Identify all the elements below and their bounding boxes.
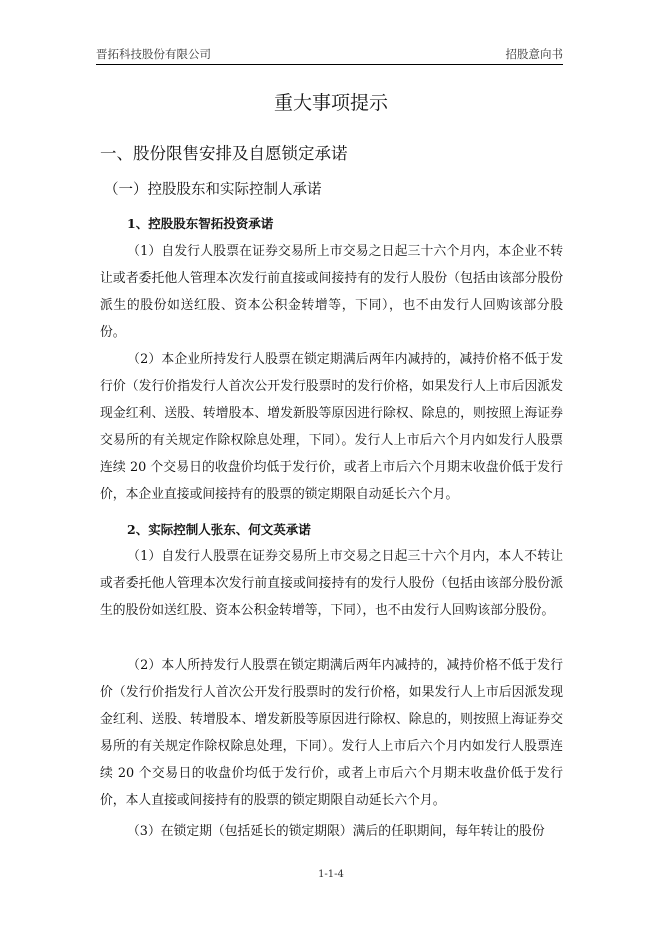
paragraph: （1）自发行人股票在证券交易所上市交易之日起三十六个月内，本人不转让或者委托他人管理本次发行前直接或间接持有的发行人股份（包括由该部分股份派生的股份如送红股、资本公积金转增等，下同），也不由发行人回购该部分股份。 [100,549,563,618]
paragraph: （2）本人所持发行人股票在锁定期满后两年内减持的，减持价格不低于发行价（发行价指发行人首次公开发行股票时的发行价格，如果发行人上市后因派发现金红利、送股、转增股本、增发新股等原因进行除权、除息的，则按照上海证券交易所的有关规定作除权除息处理，下同）。发行人上市后六个月内如发行人股票连续 20 个交易日的收盘价均低于发行价，或者上市后六个月期末收盘价低于发行价，本人直接或间接持有的股票的锁定期限自动延长六个月。 [100,658,563,808]
paragraph: （3）在锁定期（包括延长的锁定期限）满后的任职期间，每年转让的股份 [127,824,545,839]
page-number: 1-1-4 [318,869,344,880]
document-type: 招股意向书 [505,47,563,61]
item-heading-controlling-shareholder: 1、控股股东智拓投资承诺 [127,216,274,231]
paragraph: （1）自发行人股票在证券交易所上市交易之日起三十六个月内，本企业不转让或者委托他人管理本次发行前直接或间接持有的发行人股份（包括由该部分股份派生的股份如送红股、资本公积金转增等，下同），也不由发行人回购该部分股份。 [100,244,563,340]
company-name: 晋拓科技股份有限公司 [96,47,211,61]
item-heading-actual-controller: 2、实际控制人张东、何文英承诺 [127,522,311,537]
section-heading: 一、股份限售安排及自愿锁定承诺 [100,144,348,163]
subsection-heading: （一）控股股东和实际控制人承诺 [104,182,322,198]
page-title: 重大事项提示 [273,92,388,114]
paragraph: （2）本企业所持发行人股票在锁定期满后两年内减持的，减持价格不低于发行价（发行价指发行人首次公开发行股票时的发行价格，如果发行人上市后因派发现金红利、送股、转增股本、增发新股等原因进行除权、除息的，则按照上海证券交易所的有关规定作除权除息处理，下同）。发行人上市后六个月内如发行人股票连续 20 个交易日的收盘价均低于发行价，或者上市后六个月期末收盘价低于发行价，本企业直接或间接持有的股票的锁定期限自动延长六个月。 [100,352,563,502]
page-header [96,46,563,65]
